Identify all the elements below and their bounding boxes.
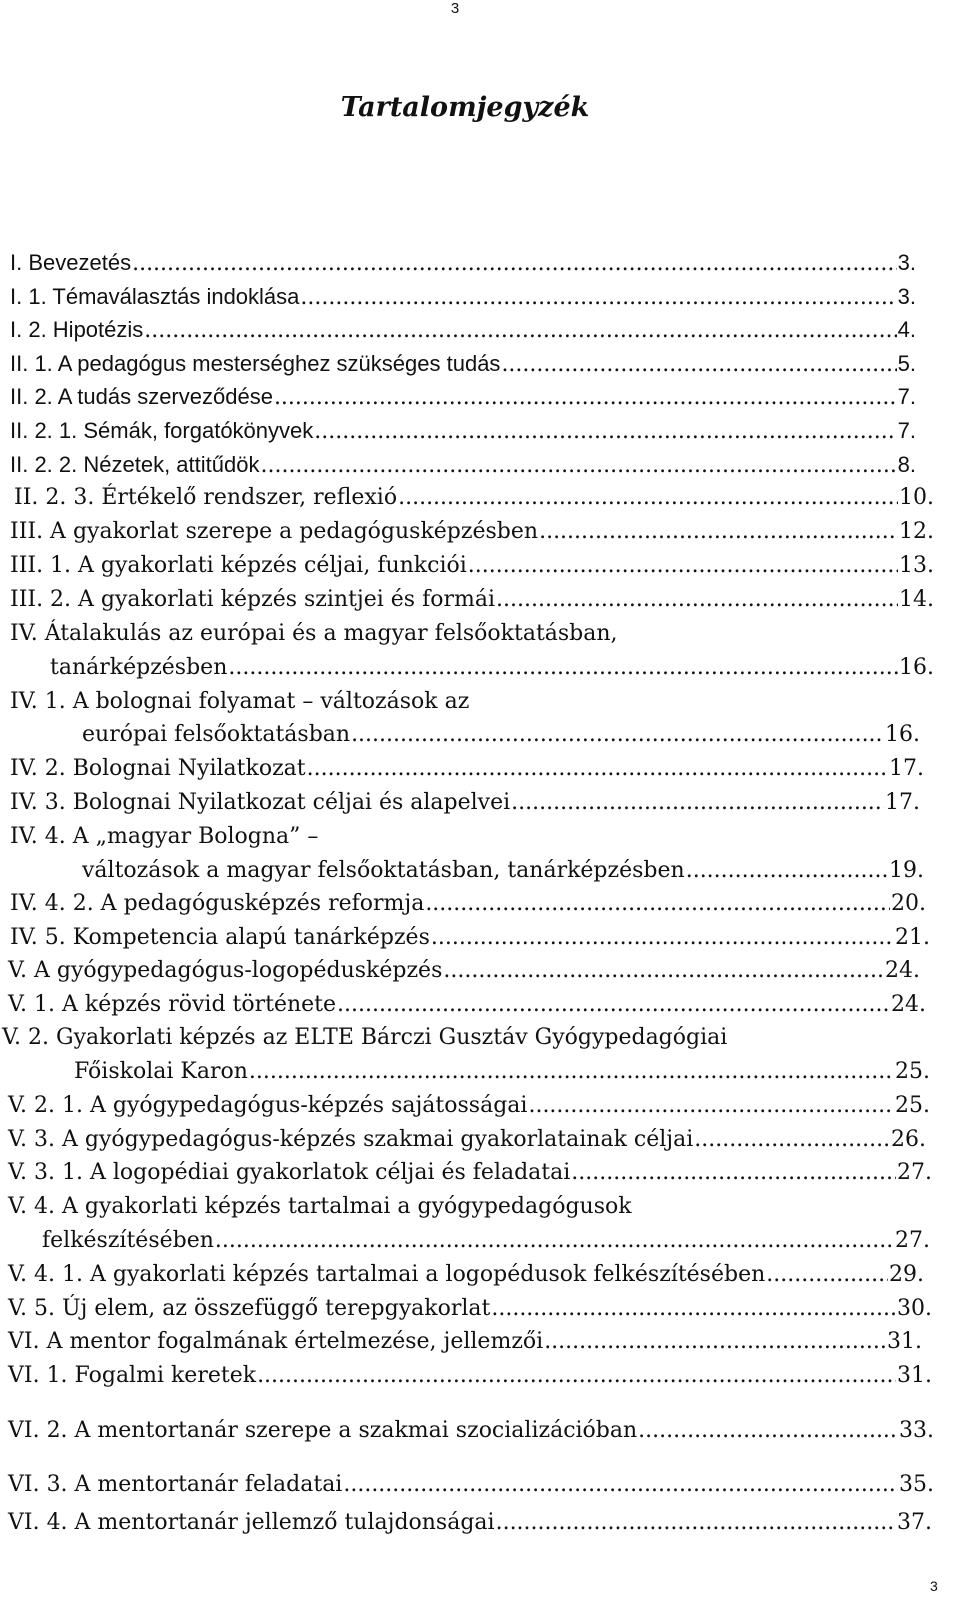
dot-leader [694, 1127, 890, 1153]
dot-leader [343, 1472, 898, 1498]
toc-entry-title: V. 2. Gyakorlati képzés az ELTE Bárczi Gusztáv Gyógypedagógiai [2, 1025, 728, 1050]
dot-leader [274, 385, 897, 411]
toc-entry-page-number: 20. [891, 891, 926, 916]
toc-entry-title: I. 1. Témaválasztás indoklása [10, 284, 300, 309]
toc-entry-page-number: 17. [889, 756, 924, 781]
toc-entry-page-number: 27. [897, 1160, 932, 1185]
toc-entry-title: felkészítésében [42, 1228, 214, 1253]
toc-entry-title: IV. 1. A bolognai folyamat – változások az [10, 689, 470, 714]
toc-entry-page-number: 7. [897, 384, 916, 409]
toc-entry-page-number: 14. [899, 587, 934, 612]
dot-leader [300, 285, 896, 311]
toc-entry-page-number: 17. [885, 790, 920, 815]
toc-entry-title: VI. 4. A mentortanár jellemző tulajdonságai [8, 1510, 495, 1535]
toc-entry-page-number: 24. [891, 992, 926, 1017]
toc-entry-title: V. 4. A gyakorlati képzés tartalmai a gyógypedagógusok [8, 1194, 632, 1219]
toc-entry-page-number: 27. [895, 1228, 930, 1253]
dot-leader [431, 925, 894, 951]
toc-entry-title: tanárképzésben [50, 655, 228, 680]
toc-entry-page-number: 8. [897, 452, 916, 477]
page-number-top: 3 [450, 0, 460, 17]
toc-entry-page-number: 37. [897, 1510, 932, 1535]
toc-entry-title: változások a magyar felsőoktatásban, tanárképzésben [82, 858, 685, 883]
toc-entry-page-number: 33. [899, 1418, 934, 1443]
toc-entry-title: IV. 4. 2. A pedagógusképzés reformja [10, 891, 425, 916]
toc-entry-title: V. 1. A képzés rövid története [8, 992, 337, 1017]
toc-entry-page-number: 31. [887, 1329, 922, 1354]
toc-entry-title: európai felsőoktatásban [82, 722, 351, 747]
toc-entry-title: V. A gyógypedagógus-logopédusképzés [8, 958, 443, 983]
dot-leader [638, 1418, 898, 1444]
dot-leader [539, 519, 898, 545]
dot-leader [337, 992, 890, 1018]
toc-entry-title: III. A gyakorlat szerepe a pedagógusképzésben [10, 519, 539, 544]
toc-entry-page-number: 29. [889, 1262, 924, 1287]
toc-entry-title: III. 2. A gyakorlati képzés szintjei és formái [10, 587, 496, 612]
toc-entry-title: II. 2. 2. Nézetek, attitűdök [10, 452, 260, 477]
toc-entry-page-number: 25. [895, 1093, 930, 1118]
toc-entry-title: IV. 2. Bolognai Nyilatkozat [10, 756, 306, 781]
dot-leader [398, 485, 898, 511]
toc-entry-page-number: 3. [897, 284, 916, 309]
dot-leader [314, 419, 896, 445]
dot-leader [496, 587, 898, 613]
toc-entry-title: V. 4. 1. A gyakorlati képzés tartalmai a logopédusok felkészítésében [8, 1262, 766, 1287]
toc-entry-page-number: 3. [897, 250, 916, 275]
toc-entry-page-number: 12. [899, 519, 934, 544]
toc-entry-title: II. 2. A tudás szerveződése [10, 384, 273, 409]
toc-entry-page-number: 16. [885, 722, 920, 747]
toc-entry-page-number: 25. [895, 1059, 930, 1084]
toc-entry-title: II. 2. 1. Sémák, forgatókönyvek [10, 418, 314, 443]
toc-entry-page-number: 31. [897, 1363, 932, 1388]
toc-entry-title: II. 1. A pedagógus mesterséghez szükséges tudás [10, 351, 501, 376]
toc-entry-title: IV. Átalakulás az európai és a magyar felsőoktatásban, [10, 621, 618, 646]
dot-leader [260, 453, 896, 479]
dot-leader [766, 1262, 888, 1288]
toc-entry-page-number: 21. [895, 925, 930, 950]
toc-entry-title: IV. 3. Bolognai Nyilatkozat céljai és alapelvei [10, 790, 511, 815]
dot-leader [511, 790, 884, 816]
toc-entry-title: IV. 5. Kompetencia alapú tanárképzés [10, 925, 430, 950]
toc-entry-title: Főiskolai Karon [74, 1059, 248, 1084]
dot-leader [468, 553, 898, 579]
toc-entry-page-number: 5. [897, 351, 916, 376]
toc-entry-page-number: 30. [897, 1296, 932, 1321]
page-number-bottom: 3 [930, 1578, 938, 1594]
toc-entry-title: I. Bevezetés [10, 250, 132, 275]
dot-leader [144, 318, 896, 344]
dot-leader [496, 1510, 896, 1536]
toc-entry-title: VI. A mentor fogalmának értelmezése, jellemzői [8, 1329, 544, 1354]
dot-leader [571, 1160, 896, 1186]
dot-leader [215, 1228, 894, 1254]
toc-entry-page-number: 19. [889, 858, 924, 883]
dot-leader [257, 1363, 896, 1389]
toc-entry-page-number: 24. [885, 958, 920, 983]
toc-entry-title: IV. 4. A „magyar Bologna” – [10, 824, 319, 849]
toc-entry-page-number: 35. [899, 1472, 934, 1497]
dot-leader [686, 858, 888, 884]
toc-entry-title: VI. 3. A mentortanár feladatai [8, 1472, 343, 1497]
dot-leader [351, 722, 884, 748]
toc-entry-page-number: 13. [899, 553, 934, 578]
toc-entry-title: I. 2. Hipotézis [10, 317, 144, 342]
toc-entry-page-number: 10. [899, 485, 934, 510]
toc-entry-title: III. 1. A gyakorlati képzés céljai, funkciói [10, 553, 467, 578]
dot-leader [228, 655, 898, 681]
dot-leader [501, 352, 896, 378]
toc-entry-title: V. 2. 1. A gyógypedagógus-képzés sajátosságai [8, 1093, 528, 1118]
toc-entry-title: V. 5. Új elem, az összefüggő terepgyakorlat [8, 1296, 491, 1321]
toc-entry-title: VI. 2. A mentortanár szerepe a szakmai szocializációban [8, 1418, 638, 1443]
toc-entry-title: II. 2. 3. Értékelő rendszer, reflexió [14, 485, 398, 510]
toc-entry-title: V. 3. 1. A logopédiai gyakorlatok céljai és feladatai [8, 1160, 571, 1185]
toc-entry-title: V. 3. A gyógypedagógus-képzés szakmai gyakorlatainak céljai [8, 1127, 694, 1152]
toc-title: Tartalomjegyzék [340, 92, 590, 123]
toc-entry-title: VI. 1. Fogalmi keretek [8, 1363, 257, 1388]
dot-leader [307, 756, 888, 782]
dot-leader [491, 1296, 896, 1322]
dot-leader [425, 891, 890, 917]
toc-entry-page-number: 4. [897, 317, 916, 342]
dot-leader [443, 958, 884, 984]
dot-leader [132, 251, 897, 277]
toc-entry-page-number: 26. [891, 1127, 926, 1152]
dot-leader [544, 1329, 886, 1355]
dot-leader [528, 1093, 894, 1119]
toc-entry-page-number: 16. [899, 655, 934, 680]
toc-entry-page-number: 7. [897, 418, 916, 443]
dot-leader [249, 1059, 894, 1085]
